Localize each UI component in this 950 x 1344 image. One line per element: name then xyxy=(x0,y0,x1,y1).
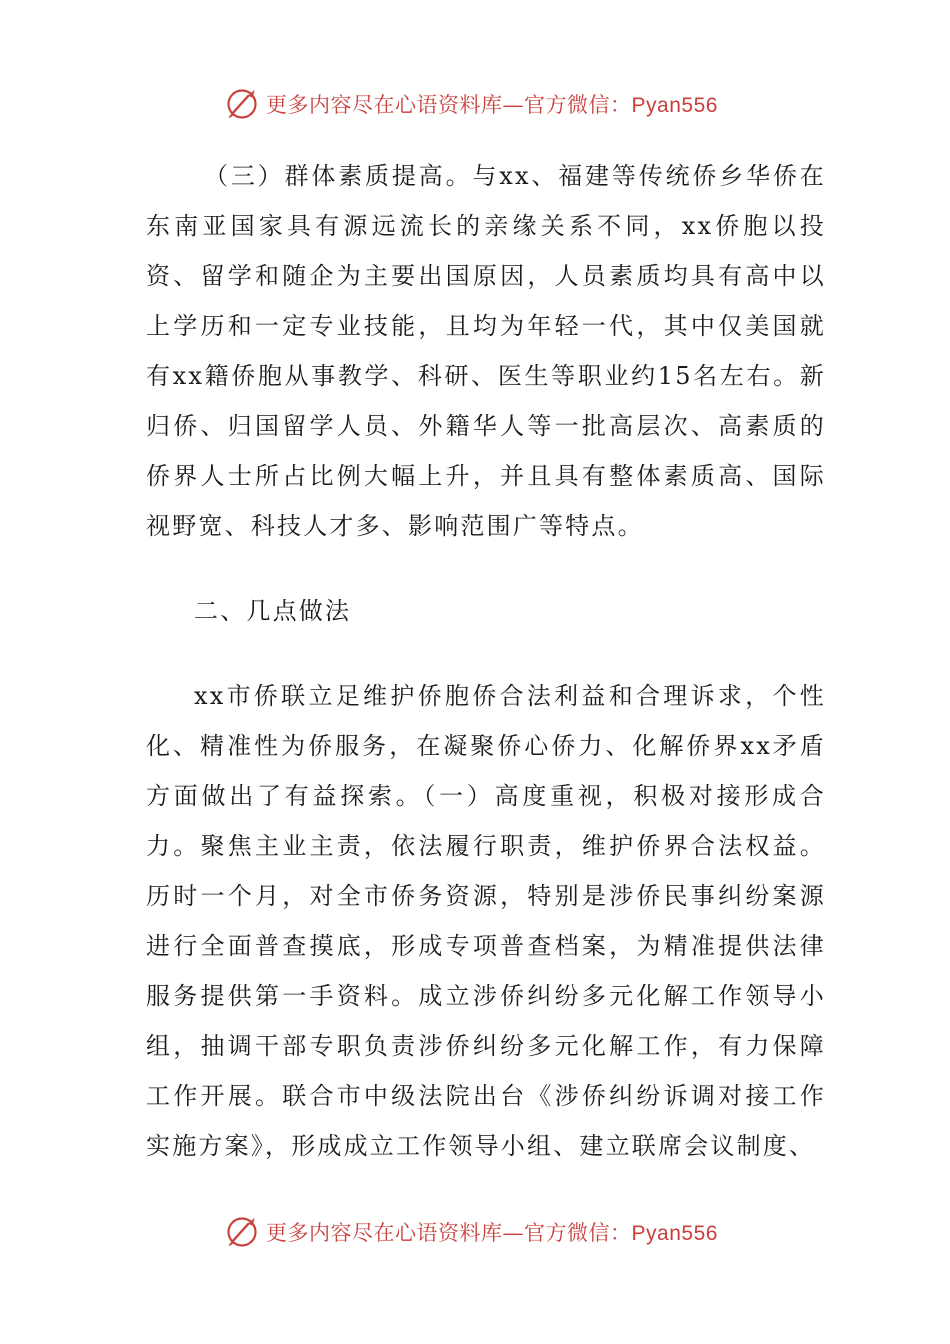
pen-logo-icon xyxy=(224,1214,260,1250)
watermark-text: 更多内容尽在心语资料库—官方微信：Pyan556 xyxy=(266,1221,718,1245)
watermark-wechat-id: Pyan556 xyxy=(631,1222,718,1245)
pen-logo-icon xyxy=(224,86,260,122)
document-body xyxy=(146,151,826,1171)
footer-watermark xyxy=(0,1212,950,1252)
header-watermark xyxy=(0,84,950,124)
section-heading: 二、几点做法 xyxy=(194,597,352,625)
watermark-text: 更多内容尽在心语资料库—官方微信：Pyan556 xyxy=(266,93,718,117)
paragraph-group-quality: （三）群体素质提高。与xx、福建等传统侨乡华侨在东南亚国家具有源远流长的亲缘关系不同，xx侨胞以投资、留学和随企为主要出国原因，人员素质均具有高中以上学历和一定专业技能，且均为年轻一代，其中仅美国就有xx籍侨胞从事教学、科研、医生等职业约15名左右。新归侨、归国留学人员、外籍华人等一批高层次、高素质的侨界人士所占比例大幅上升，并且具有整体素质高、国际视野宽、科技人才多、影响范围广等特点。 xyxy=(146,162,826,540)
paragraph-practices: xx市侨联立足维护侨胞侨合法利益和合理诉求，个性化、精准性为侨服务，在凝聚侨心侨力、化解侨界xx矛盾方面做出了有益探索。（一）高度重视，积极对接形成合力。聚焦主业主责，依法履行职责，维护侨界合法权益。历时一个月，对全市侨务资源，特别是涉侨民事纠纷案源进行全面普查摸底，形成专项普查档案，为精准提供法律服务提供第一手资料。成立涉侨纠纷多元化解工作领导小组，抽调干部专职负责涉侨纠纷多元化解工作，有力保障工作开展。联合市中级法院出台《涉侨纠纷诉调对接工作实施方案》，形成成立工作领导小组、建立联席会议制度、 xyxy=(146,682,826,1160)
watermark-wechat-id: Pyan556 xyxy=(631,94,718,117)
